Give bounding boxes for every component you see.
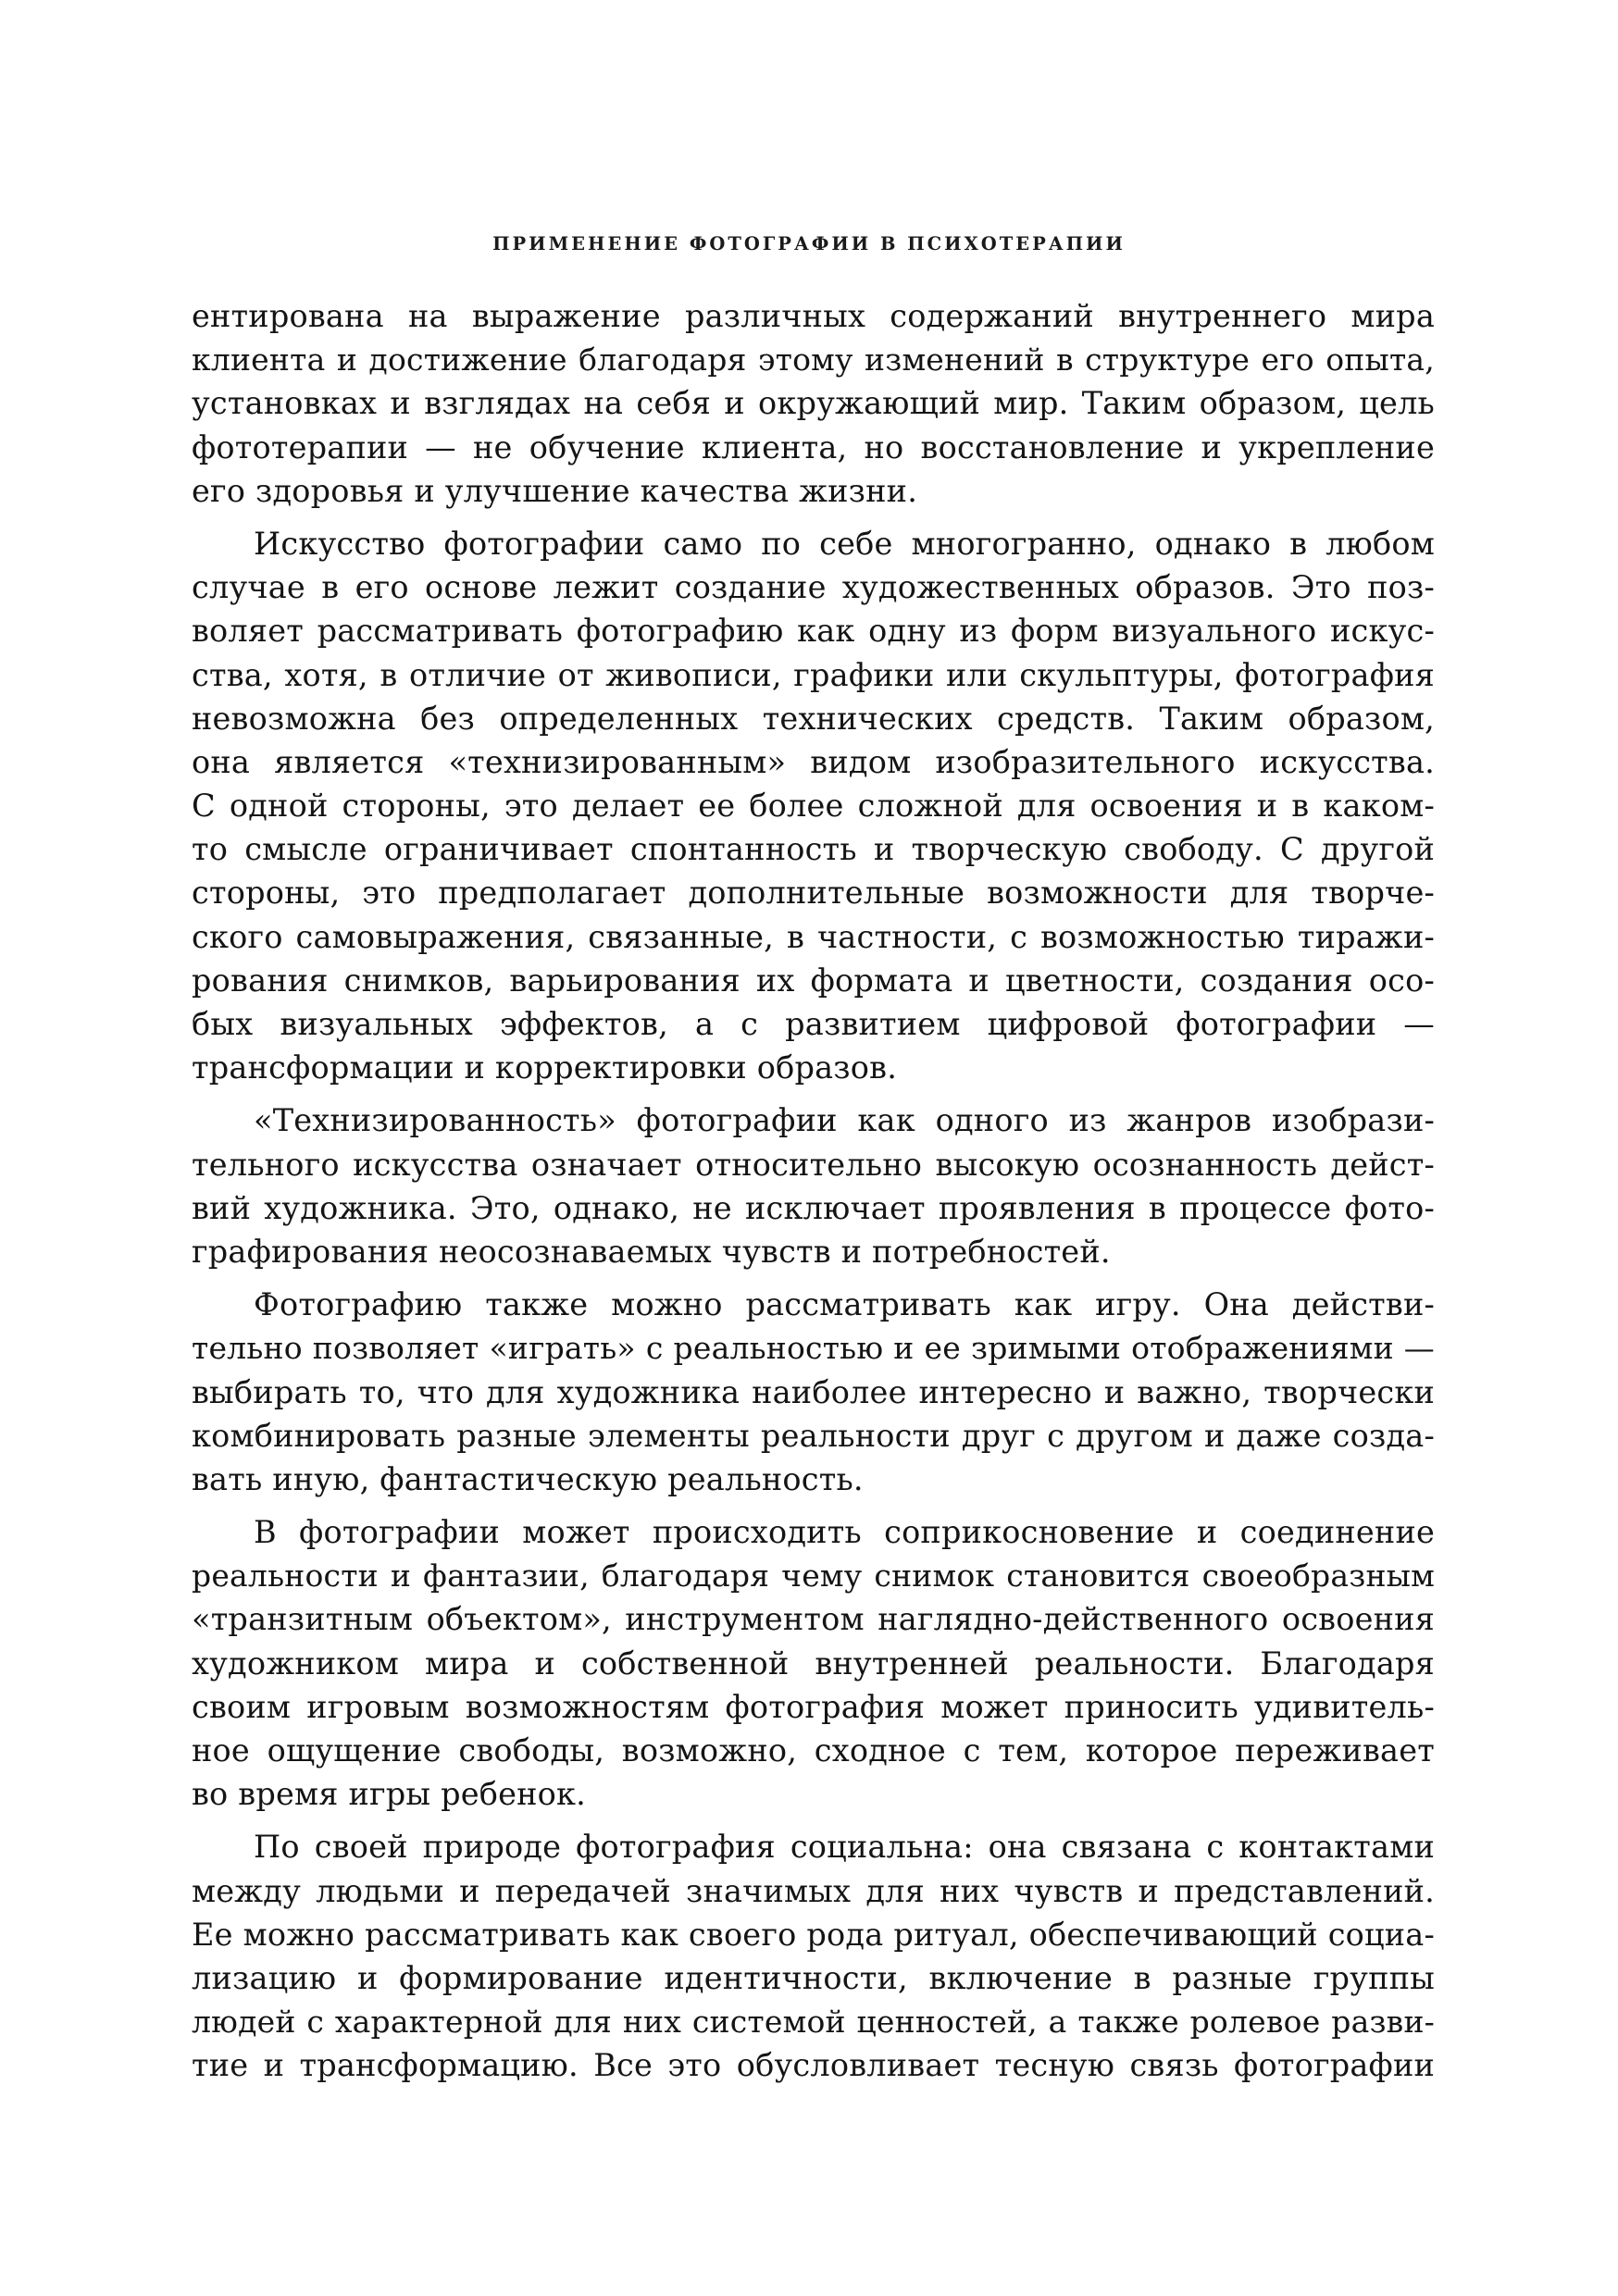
paragraph [192,1283,1435,1501]
text-line: между людьми и передачей значимых для них чувств и представлений. [192,1872,1435,1909]
paragraph [192,1510,1435,1816]
text-line: невозможна без определенных технических средств. Таким образом, [192,700,1435,737]
text-line: своим игровым возможностям фотография может приносить удивитель- [192,1688,1435,1725]
text-line: она является «технизированным» видом изобразительного искусства. [192,743,1435,780]
text-line: установках и взглядах на себя и окружающий мир. Таким образом, цель [192,385,1435,422]
text-line: трансформации и корректировки образов. [192,1049,898,1086]
text-line: во время игры ребенок. [192,1776,587,1813]
text-line: его здоровья и улучшение качества жизни. [192,472,918,509]
text-line: тие и трансформацию. Все это обусловливает тесную связь фотографии [192,2047,1435,2084]
text-line: рования снимков, варьирования их формата и цветности, создания осо- [192,962,1435,999]
text-line: Фотографию также можно рассматривать как игру. Она действи- [254,1286,1435,1323]
text-line: художником мира и собственной внутренней реальности. Благодаря [192,1644,1435,1682]
text-line: «транзитным объектом», инструментом наглядно-действенного освоения [192,1601,1435,1638]
text-line: ное ощущение свободы, возможно, сходное с тем, которое переживает [192,1732,1435,1769]
text-line: фототерапии — не обучение клиента, но восстановление и укрепление [192,428,1435,465]
text-line: воляет рассматривать фотографию как одну из форм визуального искус- [192,613,1435,650]
text-line: ского самовыражения, связанные, в частности, с возможностью тиражи- [192,918,1435,955]
text-line: случае в его основе лежит создание художественных образов. Это поз- [192,569,1435,606]
paragraph [192,294,1435,513]
text-line: людей с характерной для них системой ценностей, а также ролевое разви- [192,2004,1435,2041]
text-line: реальности и фантазии, благодаря чему снимок становится своеобразным [192,1558,1435,1595]
text-line: ства, хотя, в отличие от живописи, графики или скульптуры, фотография [192,656,1435,693]
text-line: графирования неосознаваемых чувств и потребностей. [192,1233,1111,1270]
text-line: лизацию и формирование идентичности, включение в разные группы [192,1959,1435,1996]
body-text [192,294,1435,2088]
text-line: В фотографии может происходить соприкосновение и соединение [254,1514,1435,1551]
paragraph [192,1825,1435,2087]
text-line: комбинировать разные элементы реальности друг с другом и даже созда- [192,1417,1435,1454]
text-line: «Технизированность» фотографии как одного из жанров изобрази- [254,1102,1435,1139]
text-line: клиента и достижение благодаря этому изменений в структуре его опыта, [192,341,1435,379]
running-title: ПРИМЕНЕНИЕ ФОТОГРАФИИ В ПСИХОТЕРАПИИ [492,233,1126,254]
text-line: бых визуальных эффектов, а с развитием цифровой фотографии — [192,1006,1435,1042]
text-line: то смысле ограничивает спонтанность и творческую свободу. С другой [192,831,1435,868]
text-line: вий художника. Это, однако, не исключает проявления в процессе фото- [192,1189,1435,1226]
text-line: По своей природе фотография социальна: она связана с контактами [254,1829,1435,1866]
text-line: тельного искусства означает относительно высокую осознанность дейст- [192,1146,1435,1183]
text-line: вать иную, фантастическую реальность. [192,1460,864,1497]
text-line: С одной стороны, это делает ее более сложной для освоения и в каком- [192,788,1435,825]
text-line: Искусство фотографии само по себе многогранно, однако в любом [254,525,1435,562]
text-line: тельно позволяет «играть» с реальностью и ее зримыми отображениями — [192,1330,1435,1367]
text-line: стороны, это предполагает дополнительные возможности для творче- [192,875,1435,912]
text-line: ентирована на выражение различных содержаний внутреннего мира [192,298,1435,334]
text-line: выбирать то, что для художника наиболее интересно и важно, творчески [192,1373,1435,1410]
text-line: Ее можно рассматривать как своего рода ритуал, обеспечивающий социа- [192,1916,1435,1953]
paragraph [192,1098,1435,1273]
paragraph [192,522,1435,1089]
